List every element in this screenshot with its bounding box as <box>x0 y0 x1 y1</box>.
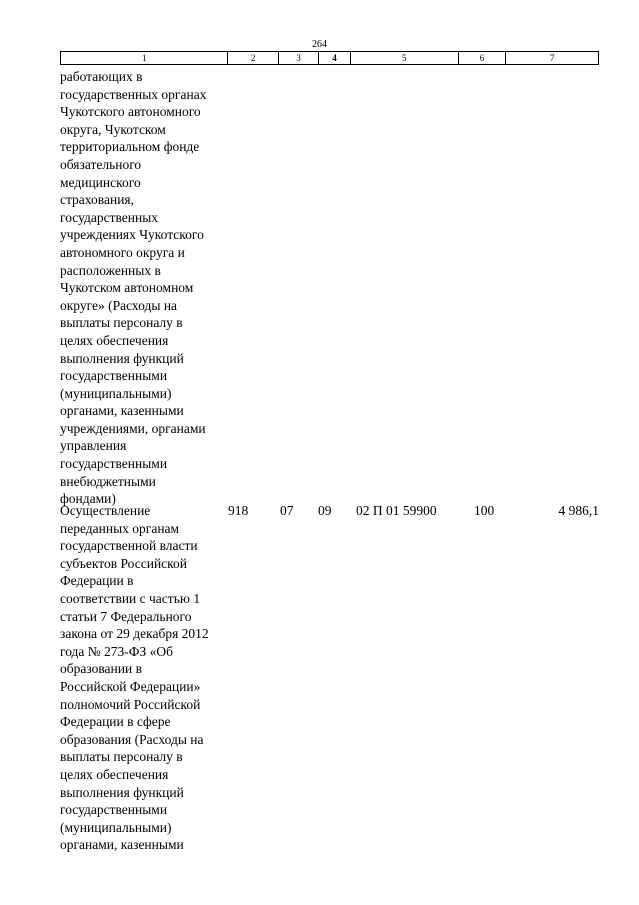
table-cell-vr: 100 <box>474 503 495 518</box>
column-header-7: 7 <box>549 53 555 63</box>
table-cell-pr: 09 <box>318 503 332 518</box>
column-header-5: 5 <box>351 52 459 64</box>
table-row-description: Осуществление переданных органам государственной власти субъектов Российской Федерации в соответствии с частью 1 статьи 7 Федерального закона от 29 декабря 2012 года № 273-ФЗ «Об образовании в Российской Федерации» полномочий Российской Федерации в сфере образования (Расходы на выплаты персоналу в целях обеспечения выполнения функций государственными (муниципальными) органами, казенными <box>60 503 209 853</box>
table-header-row <box>60 51 599 65</box>
column-header-3: 3 <box>279 52 319 64</box>
table-cell-sum: 4 986,1 <box>558 503 599 518</box>
table-cell-csr: 02 П 01 59900 <box>356 503 437 518</box>
column-header-4: 4 <box>319 52 351 64</box>
column-header-1: 1 <box>61 52 228 64</box>
table-cell-ved: 918 <box>228 503 249 518</box>
column-header-6: 6 <box>459 52 507 64</box>
column-header-2: 2 <box>228 52 279 64</box>
table-cell-rz: 07 <box>280 503 294 518</box>
page-number: 264 <box>312 39 327 50</box>
table-row-continued-description: работающих в государственных органах Чукотского автономного округа, Чукотском территориальном фонде обязательного медицинского страхования, государственных учреждениях Чукотского автономного округа и расположенных в Чукотском автономном округе» (Расходы на выплаты персоналу в целях обеспечения выполнения функций государственными (муниципальными) органами, казенными учреждениями, органами управления государственными внебюджетными фондами) <box>60 69 207 507</box>
